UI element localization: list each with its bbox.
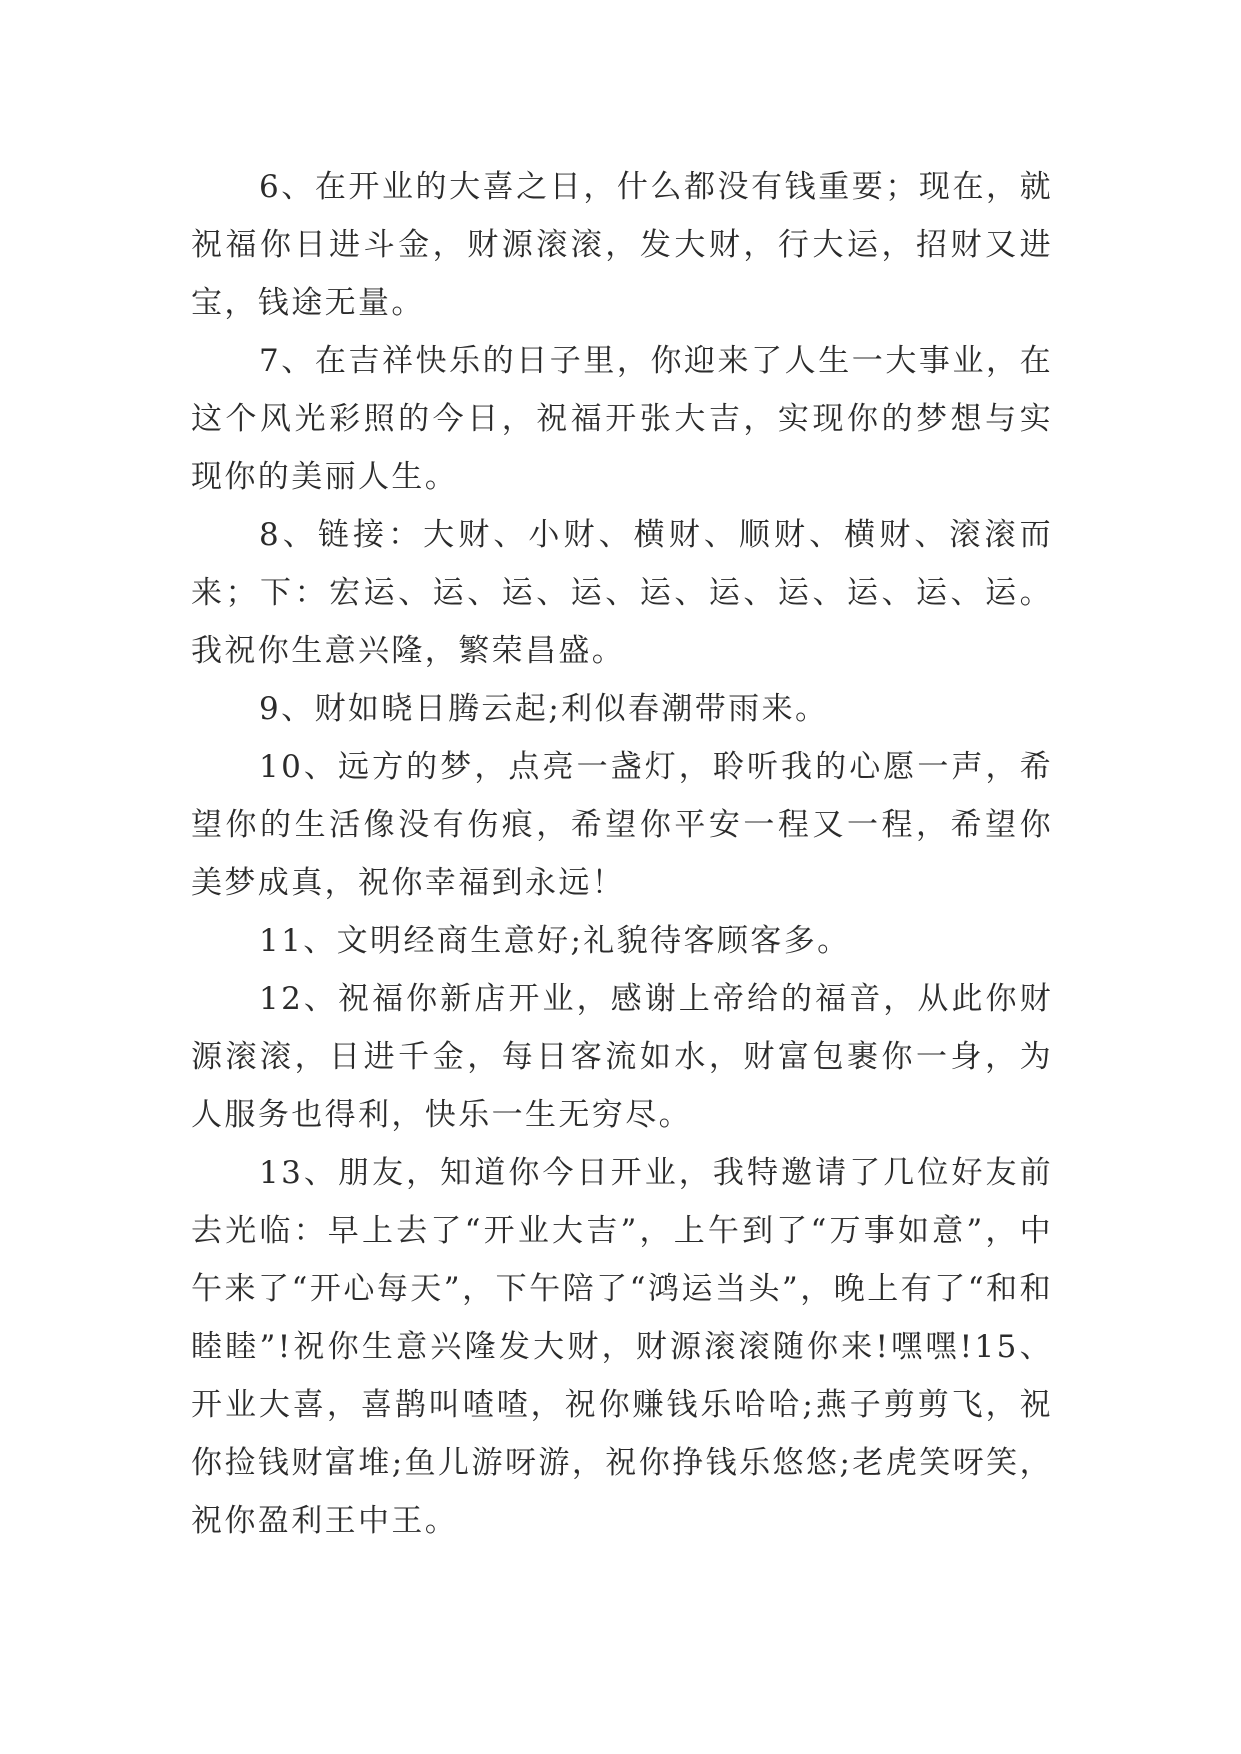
paragraph-item-8: 8、链接：大财、小财、横财、顺财、横财、滚滚而来；下：宏运、运、运、运、运、运、运、运、运、运。我祝你生意兴隆，繁荣昌盛。: [191, 517, 1053, 669]
document-body: [191, 158, 1053, 1550]
paragraph-item-6: 6、在开业的大喜之日，什么都没有钱重要；现在，就祝福你日进斗金，财源滚滚，发大财，行大运，招财又进宝，钱途无量。: [191, 169, 1053, 321]
paragraph-item-11: 11、文明经商生意好;礼貌待客顾客多。: [259, 923, 851, 959]
paragraph-item-13: 13、朋友，知道你今日开业，我特邀请了几位好友前去光临：早上去了“开业大吉”，上午到了“万事如意”，中午来了“开心每天”，下午陪了“鸿运当头”，晚上有了“和和睦睦”!祝你生意兴隆发大财，财源滚滚随你来!嘿嘿!15、开业大喜，喜鹊叫喳喳，祝你赚钱乐哈哈;燕子剪剪飞，祝你捡钱财富堆;鱼儿游呀游，祝你挣钱乐悠悠;老虎笑呀笑，祝你盈利王中王。: [191, 1155, 1053, 1539]
paragraph-item-7: 7、在吉祥快乐的日子里，你迎来了人生一大事业，在这个风光彩照的今日，祝福开张大吉，实现你的梦想与实现你的美丽人生。: [191, 343, 1053, 495]
paragraph-item-10: 10、远方的梦，点亮一盏灯，聆听我的心愿一声，希望你的生活像没有伤痕，希望你平安一程又一程，希望你美梦成真，祝你幸福到永远！: [191, 749, 1053, 901]
paragraph-item-9: 9、财如晓日腾云起;利似春潮带雨来。: [259, 691, 829, 727]
paragraph-item-12: 12、祝福你新店开业，感谢上帝给的福音，从此你财源滚滚，日进千金，每日客流如水，财富包裹你一身，为人服务也得利，快乐一生无穷尽。: [191, 981, 1053, 1133]
